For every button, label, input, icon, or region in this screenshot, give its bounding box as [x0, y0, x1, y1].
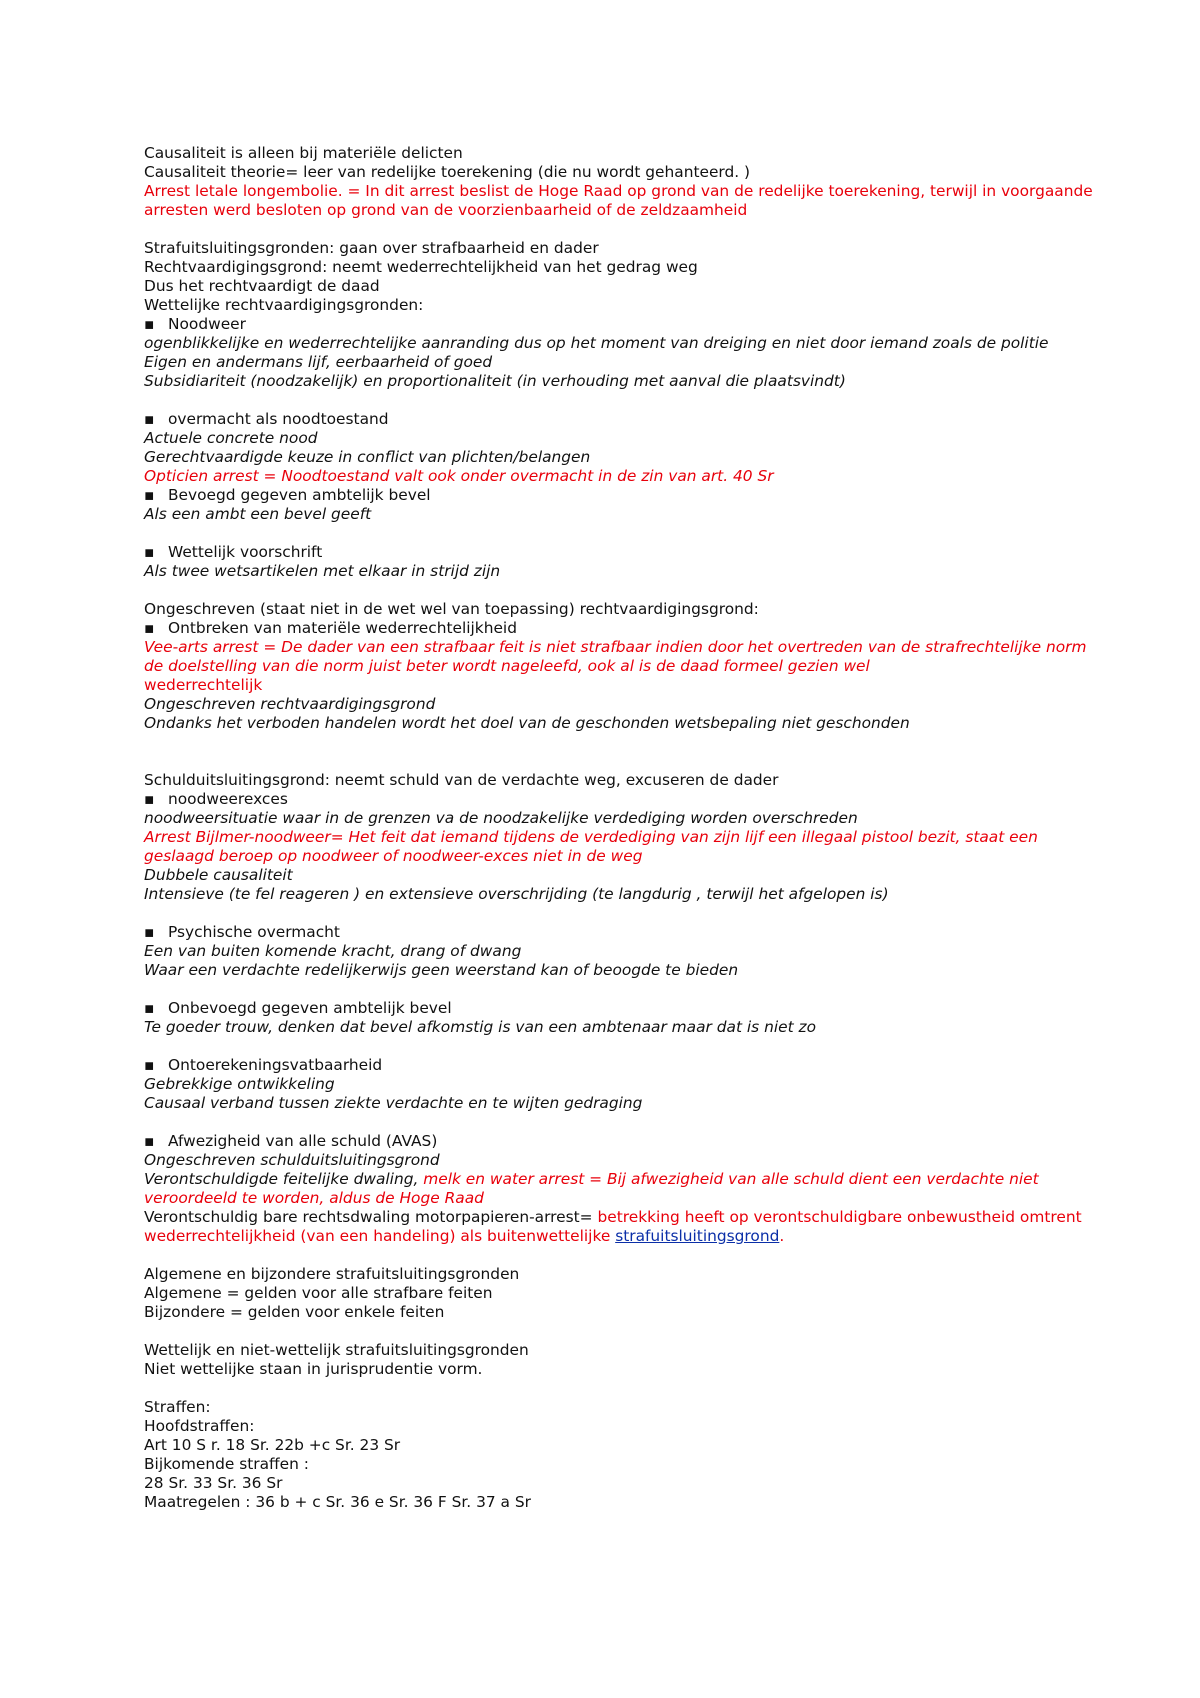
- text-span: Verontschuldigde feitelijke dwaling,: [144, 1170, 424, 1188]
- text-line: Algemene = gelden voor alle strafbare feiten: [144, 1284, 493, 1302]
- text-span: Verontschuldig bare rechtsdwaling motorpapieren-arrest=: [144, 1208, 598, 1226]
- paragraph-rechtsdwaling: [144, 1208, 1100, 1246]
- text-line: Ongeschreven schulduitsluitingsgrond: [144, 1151, 440, 1169]
- text-line: Ondanks het verboden handelen wordt het doel van de geschonden wetsbepaling niet geschonden: [144, 714, 910, 732]
- bullet-item: ▪ Onbevoegd gegeven ambtelijk bevel: [144, 999, 1100, 1018]
- text-line: Bijkomende straffen :: [144, 1455, 309, 1473]
- blank-line: [144, 524, 1100, 543]
- text-line: Strafuitsluitingsgronden: gaan over strafbaarheid en dader: [144, 239, 599, 257]
- text-line: Straffen:: [144, 1398, 211, 1416]
- blank-line: [144, 733, 1100, 752]
- text-line: Causaal verband tussen ziekte verdachte en te wijten gedraging: [144, 1094, 643, 1112]
- text-line: Causaliteit is alleen bij materiële delicten: [144, 144, 463, 162]
- text-line: Ongeschreven rechtvaardigingsgrond: [144, 695, 436, 713]
- case-note-vee-arts-end: wederrechtelijk: [144, 676, 263, 694]
- text-line: Maatregelen : 36 b + c Sr. 36 e Sr. 36 F Sr. 37 a Sr: [144, 1493, 531, 1511]
- text-line: Eigen en andermans lijf, eerbaarheid of goed: [144, 353, 493, 371]
- strafuitsluitingsgrond-link[interactable]: strafuitsluitingsgrond: [615, 1227, 780, 1245]
- text-line: Hoofdstraffen:: [144, 1417, 255, 1435]
- text-line: Waar een verdachte redelijkerwijs geen weerstand kan of beoogde te bieden: [144, 961, 739, 979]
- text-line: Een van buiten komende kracht, drang of dwang: [144, 942, 522, 960]
- text-line: Als twee wetsartikelen met elkaar in strijd zijn: [144, 562, 501, 580]
- bullet-item: ▪ Noodweer: [144, 315, 1100, 334]
- blank-line: [144, 1379, 1100, 1398]
- bullet-item: ▪ Bevoegd gegeven ambtelijk bevel: [144, 486, 1100, 505]
- text-line: noodweersituatie waar in de grenzen va de noodzakelijke verdediging worden overschreden: [144, 809, 858, 827]
- text-span: .: [779, 1227, 785, 1245]
- blank-line: [144, 1037, 1100, 1056]
- blank-line: [144, 1113, 1100, 1132]
- text-line: Te goeder trouw, denken dat bevel afkomstig is van een ambtenaar maar dat is niet zo: [144, 1018, 816, 1036]
- text-line: Dus het rechtvaardigt de daad: [144, 277, 380, 295]
- text-line: Bijzondere = gelden voor enkele feiten: [144, 1303, 445, 1321]
- blank-line: [144, 220, 1100, 239]
- text-line: Algemene en bijzondere strafuitsluitingsgronden: [144, 1265, 520, 1283]
- blank-line: [144, 1322, 1100, 1341]
- bullet-item: ▪ noodweerexces: [144, 790, 1100, 809]
- bullet-item: ▪ overmacht als noodtoestand: [144, 410, 1100, 429]
- bullet-item: ▪ Ontbreken van materiële wederrechtelijkheid: [144, 619, 1100, 638]
- case-note-bijlmer-noodweer: Arrest Bijlmer-noodweer= Het feit dat iemand tijdens de verdediging van zijn lijf een illegaal pistool bezit, staat een geslaagd beroep op noodweer of noodweer-exces niet in de weg: [144, 828, 1038, 865]
- text-line: Causaliteit theorie= leer van redelijke toerekening (die nu wordt gehanteerd. ): [144, 163, 751, 181]
- blank-line: [144, 1246, 1100, 1265]
- bullet-item: ▪ Ontoerekeningsvatbaarheid: [144, 1056, 1100, 1075]
- text-line: Rechtvaardigingsgrond: neemt wederrechtelijkheid van het gedrag weg: [144, 258, 698, 276]
- text-line: Wettelijk en niet-wettelijk strafuitsluitingsgronden: [144, 1341, 529, 1359]
- blank-line: [144, 904, 1100, 923]
- text-line: Gebrekkige ontwikkeling: [144, 1075, 335, 1093]
- text-line: Subsidiariteit (noodzakelijk) en proportionaliteit (in verhouding met aanval die plaatsvindt): [144, 372, 846, 390]
- text-line: Dubbele causaliteit: [144, 866, 293, 884]
- text-line: Art 10 S r. 18 Sr. 22b +c Sr. 23 Sr: [144, 1436, 401, 1454]
- text-line: Intensieve (te fel reageren ) en extensieve overschrijding (te langdurig , terwijl het afgelopen is): [144, 885, 889, 903]
- blank-line: [144, 391, 1100, 410]
- text-line: ogenblikkelijke en wederrechtelijke aanranding dus op het moment van dreiging en niet door iemand zoals de politie: [144, 334, 1049, 352]
- case-note-vee-arts: Vee-arts arrest = De dader van een strafbaar feit is niet strafbaar indien door het overtreden van de strafrechtelijke norm de doelstelling van die norm juist beter wordt nageleefd, ook al is de daad formeel gezien wel: [144, 638, 1087, 675]
- blank-line: [144, 980, 1100, 999]
- text-line: Schulduitsluitingsgrond: neemt schuld van de verdachte weg, excuseren de dader: [144, 771, 779, 789]
- text-line: Als een ambt een bevel geeft: [144, 505, 372, 523]
- case-note-opticien: Opticien arrest = Noodtoestand valt ook onder overmacht in de zin van art. 40 Sr: [144, 467, 774, 485]
- text-line: Actuele concrete nood: [144, 429, 318, 447]
- bullet-item: ▪ Afwezigheid van alle schuld (AVAS): [144, 1132, 1100, 1151]
- blank-line: [144, 752, 1100, 771]
- bullet-item: ▪ Psychische overmacht: [144, 923, 1100, 942]
- blank-line: [144, 581, 1100, 600]
- text-line: Niet wettelijke staan in jurisprudentie vorm.: [144, 1360, 483, 1378]
- bullet-item: ▪ Wettelijk voorschrift: [144, 543, 1100, 562]
- text-line: 28 Sr. 33 Sr. 36 Sr: [144, 1474, 283, 1492]
- text-line: Wettelijke rechtvaardigingsgronden:: [144, 296, 424, 314]
- case-note-letale-longembolie: Arrest letale longembolie. = In dit arrest beslist de Hoge Raad op grond van de redelijke toerekening, terwijl in voorgaande arresten werd besloten op grond van de voorzienbaarheid of de zeldzaamheid: [144, 182, 1093, 219]
- case-note-melk-en-water: melk en water arrest = Bij afwezigheid van alle schuld dient een verdachte niet veroordeeld te worden, aldus de Hoge Raad: [144, 1170, 1039, 1207]
- text-span: betrekking heeft op verontschuldigbare onbewustheid omtrent wederrechtelijkheid (van een handeling) als buitenwettelijke: [144, 1208, 1082, 1245]
- text-line: Ongeschreven (staat niet in de wet wel van toepassing) rechtvaardigingsgrond:: [144, 600, 759, 618]
- text-line: Gerechtvaardigde keuze in conflict van plichten/belangen: [144, 448, 591, 466]
- paragraph-feitelijke-dwaling: [144, 1170, 1100, 1208]
